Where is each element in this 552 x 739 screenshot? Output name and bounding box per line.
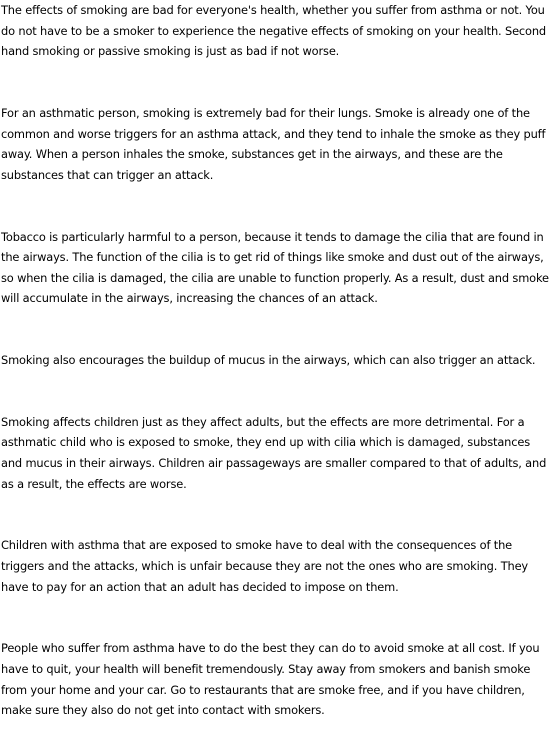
- paragraph-mucus-buildup: Smoking also encourages the buildup of mucus in the airways, which can also trigger an attack.: [1, 353, 536, 368]
- paragraph-children-consequences: Children with asthma that are exposed to smoke have to deal with the consequences of the triggers and the attacks, which is unfair because they are not the ones who are smoking. They have to pay for an action that an adult has decided to impose on them.: [1, 538, 529, 594]
- paragraph-secondhand-smoke: The effects of smoking are bad for everyone's health, whether you suffer from asthma or not. You do not have to be a smoker to experience the negative effects of smoking on your health. Second hand smoking or passive smoking is just as bad if not worse.: [1, 3, 547, 59]
- paragraph-tobacco-cilia: Tobacco is particularly harmful to a person, because it tends to damage the cilia that are found in the airways. The function of the cilia is to get rid of things like smoke and dust out of the airways, so when the cilia is damaged, the cilia are unable to function properly. As a result, dust and smoke will accumulate in the airways, increasing the chances of an attack.: [1, 229, 549, 306]
- paragraph-asthmatic-person: For an asthmatic person, smoking is extremely bad for their lungs. Smoke is already one of the common and worse triggers for an asthma attack, and they tend to inhale the smoke as they puff away. When a person inhales the smoke, substances get in the airways, and these are the substances that can trigger an attack.: [1, 105, 546, 182]
- paragraph-avoid-smoke: People who suffer from asthma have to do the best they can do to avoid smoke at all cost. If you have to quit, your health will benefit tremendously. Stay away from smokers and banish smoke from your home and your car. Go to restaurants that are smoke free, and if you have children, make sure they also do not get into contact with smokers.: [1, 641, 540, 718]
- document-body: [1, 0, 551, 721]
- paragraph-children-effects: Smoking affects children just as they affect adults, but the effects are more detrimental. For a asthmatic child who is exposed to smoke, they end up with cilia which is damaged, substances and mucus in their airways. Children air passageways are smaller compared to that of adults, and as a result, the effects are worse.: [1, 414, 547, 491]
